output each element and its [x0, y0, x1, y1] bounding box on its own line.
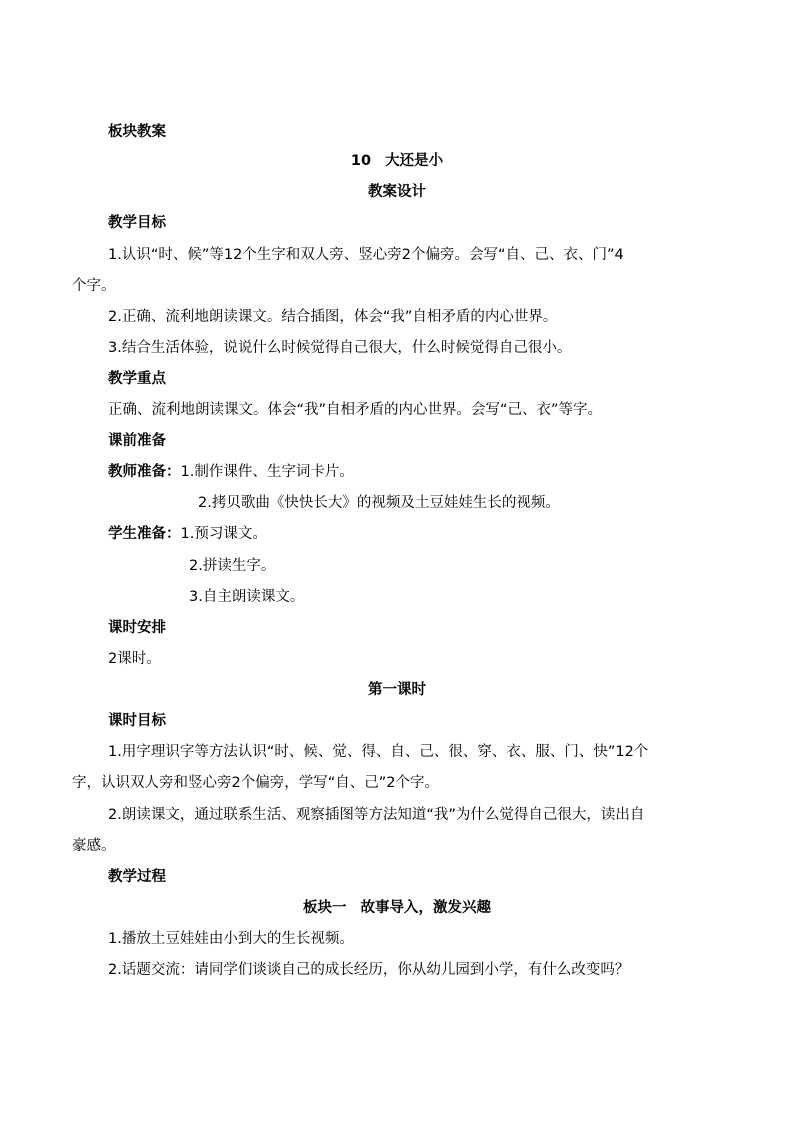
process-step-1: 1.播放土豆娃娃由小到大的生长视频。	[108, 931, 354, 947]
student-item-2: 2.拼读生字。	[189, 558, 276, 574]
process-heading: 教学过程	[108, 869, 166, 885]
schedule-text: 2课时。	[108, 651, 161, 667]
section-label: 板块教案	[108, 124, 166, 140]
objectives-heading: 教学目标	[108, 215, 166, 231]
lesson-goal-1-line-2: 字，认识双人旁和竖心旁2个偏旁，学写“自、己”2个字。	[72, 775, 439, 791]
key-points-heading: 教学重点	[108, 371, 166, 387]
objective-1-line-1: 1.认识“时、候”等12个生字和双人旁、竖心旁2个偏旁。会写“自、己、衣、门”4	[108, 247, 624, 263]
teacher-preparation	[108, 462, 354, 482]
block-one-heading	[0, 898, 794, 918]
student-preparation-label: 学生准备：	[108, 526, 181, 542]
teacher-preparation-label: 教师准备：	[108, 464, 181, 480]
block-title: 故事导入，激发兴趣	[360, 900, 491, 916]
lesson-goal-2-line-1: 2.朗读课文，通过联系生活、观察插图等方法知道“我”为什么觉得自己很大，读出自	[108, 807, 645, 823]
student-preparation	[108, 524, 267, 544]
objective-3: 3.结合生活体验，说说什么时候觉得自己很大，什么时候觉得自己很小。	[108, 340, 572, 356]
student-item-3: 3.自主朗读课文。	[189, 589, 305, 605]
objective-2: 2.正确、流利地朗读课文。结合插图，体会“我”自相矛盾的内心世界。	[108, 309, 558, 325]
lesson-goal-2-line-2: 豪感。	[72, 838, 116, 854]
preparation-heading: 课前准备	[108, 433, 166, 449]
lesson-title-text: 大还是小	[385, 153, 444, 169]
schedule-heading: 课时安排	[108, 620, 166, 636]
block-label: 板块一	[303, 900, 347, 916]
first-lesson-heading: 第一课时	[368, 682, 426, 698]
lesson-goal-1-line-1: 1.用字理识字等方法认识“时、候、觉、得、自、己、很、穿、衣、服、门、快”12个	[108, 744, 649, 760]
objective-1-line-2: 个字。	[72, 278, 116, 294]
student-item-1: 1.预习课文。	[180, 526, 267, 542]
lesson-title	[0, 151, 794, 171]
process-step-2: 2.话题交流：请同学们谈谈自己的成长经历，你从幼儿园到小学，有什么改变吗？	[108, 962, 630, 978]
key-points-text: 正确、流利地朗读课文。体会“我”自相矛盾的内心世界。会写“己、衣”等字。	[108, 402, 603, 418]
design-heading: 教案设计	[368, 184, 426, 200]
lesson-goals-heading: 课时目标	[108, 713, 166, 729]
teacher-item-2: 2.拷贝歌曲《快快长大》的视频及土豆娃娃生长的视频。	[198, 495, 560, 511]
teacher-item-1: 1.制作课件、生字词卡片。	[180, 464, 354, 480]
lesson-number: 10	[350, 153, 372, 169]
